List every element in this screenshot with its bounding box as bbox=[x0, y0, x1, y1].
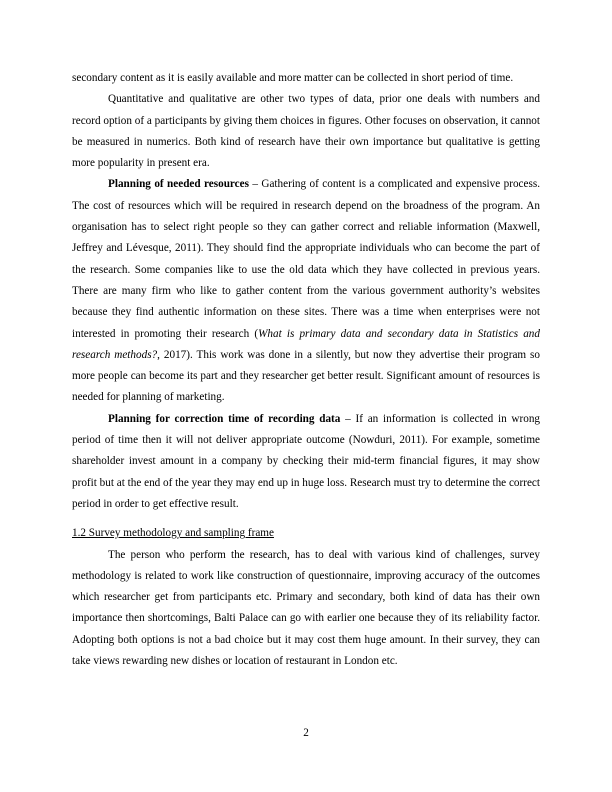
paragraph-continuation: secondary content as it is easily available and more matter can be collected in short period of time. bbox=[72, 72, 514, 84]
paragraph-quantitative-qualitative: Quantitative and qualitative are other two types of data, prior one deals with numbers and record option of a participants by giving them choices in figures. Other focuses on observation, it cannot be measured in numerics. Both kind of research have their own importance but qualitative is getting more popularity in present era. bbox=[72, 93, 540, 170]
body-text bbox=[72, 68, 540, 672]
planning-correction-title: Planning for correction time of recording data bbox=[108, 412, 341, 425]
planning-resources-text: – Gathering of content is a complicated and expensive process. The cost of resources which will be required in research depend on the broadness of the program. An organisation has to select right people so they can gather correct and reliable information (Maxwell, Jeffrey and Lévesque, 2011). They should find the appropriate individuals who can become the part of the research. Some companies like to use the old data which they have collected in previous years. There are many firm who like to gather content from the various government authority’s websites because they find authentic information on these sites. There was a time when enterprises were not interested in promoting their research ( bbox=[72, 178, 540, 340]
planning-resources-text-end: , 2017). This work was done in a silently, but now they advertise their program so more people can become its part and they researcher get better result. Significant amount of resources is needed for planning of marketing. bbox=[72, 348, 540, 404]
page-number: 2 bbox=[303, 727, 309, 739]
planning-resources-title: Planning of needed resources bbox=[108, 178, 249, 191]
planning-correction-text: – If an information is collected in wrong period of time then it will not deliver appropriate outcome (Nowduri, 2011). For example, sometime shareholder invest amount in a company by checking their mid-term financial figures, it may show profit but at the end of the year they may end up in huge loss. Research must try to determine the correct period in order to get effective result. bbox=[72, 412, 541, 510]
paragraph-planning-correction bbox=[72, 409, 540, 515]
planning-resources-citation: What is primary data and secondary data in Statistics and research methods? bbox=[72, 327, 540, 361]
paragraph-survey-methodology: The person who perform the research, has to deal with various kind of challenges, survey methodology is related to work like construction of questionnaire, improving accuracy of the outcomes which researcher get from participants etc. Primary and secondary, both kind of data has their own importance then shortcomings, Balti Palace can go with earlier one because they of its reliability factor. Adopting both options is not a bad choice but it may cost them huge amount. In their survey, they can take views rewarding new dishes or location of restaurant in London etc. bbox=[72, 548, 540, 668]
section-heading: 1.2 Survey methodology and sampling frame bbox=[72, 527, 274, 540]
paragraph-planning-resources bbox=[72, 174, 540, 408]
